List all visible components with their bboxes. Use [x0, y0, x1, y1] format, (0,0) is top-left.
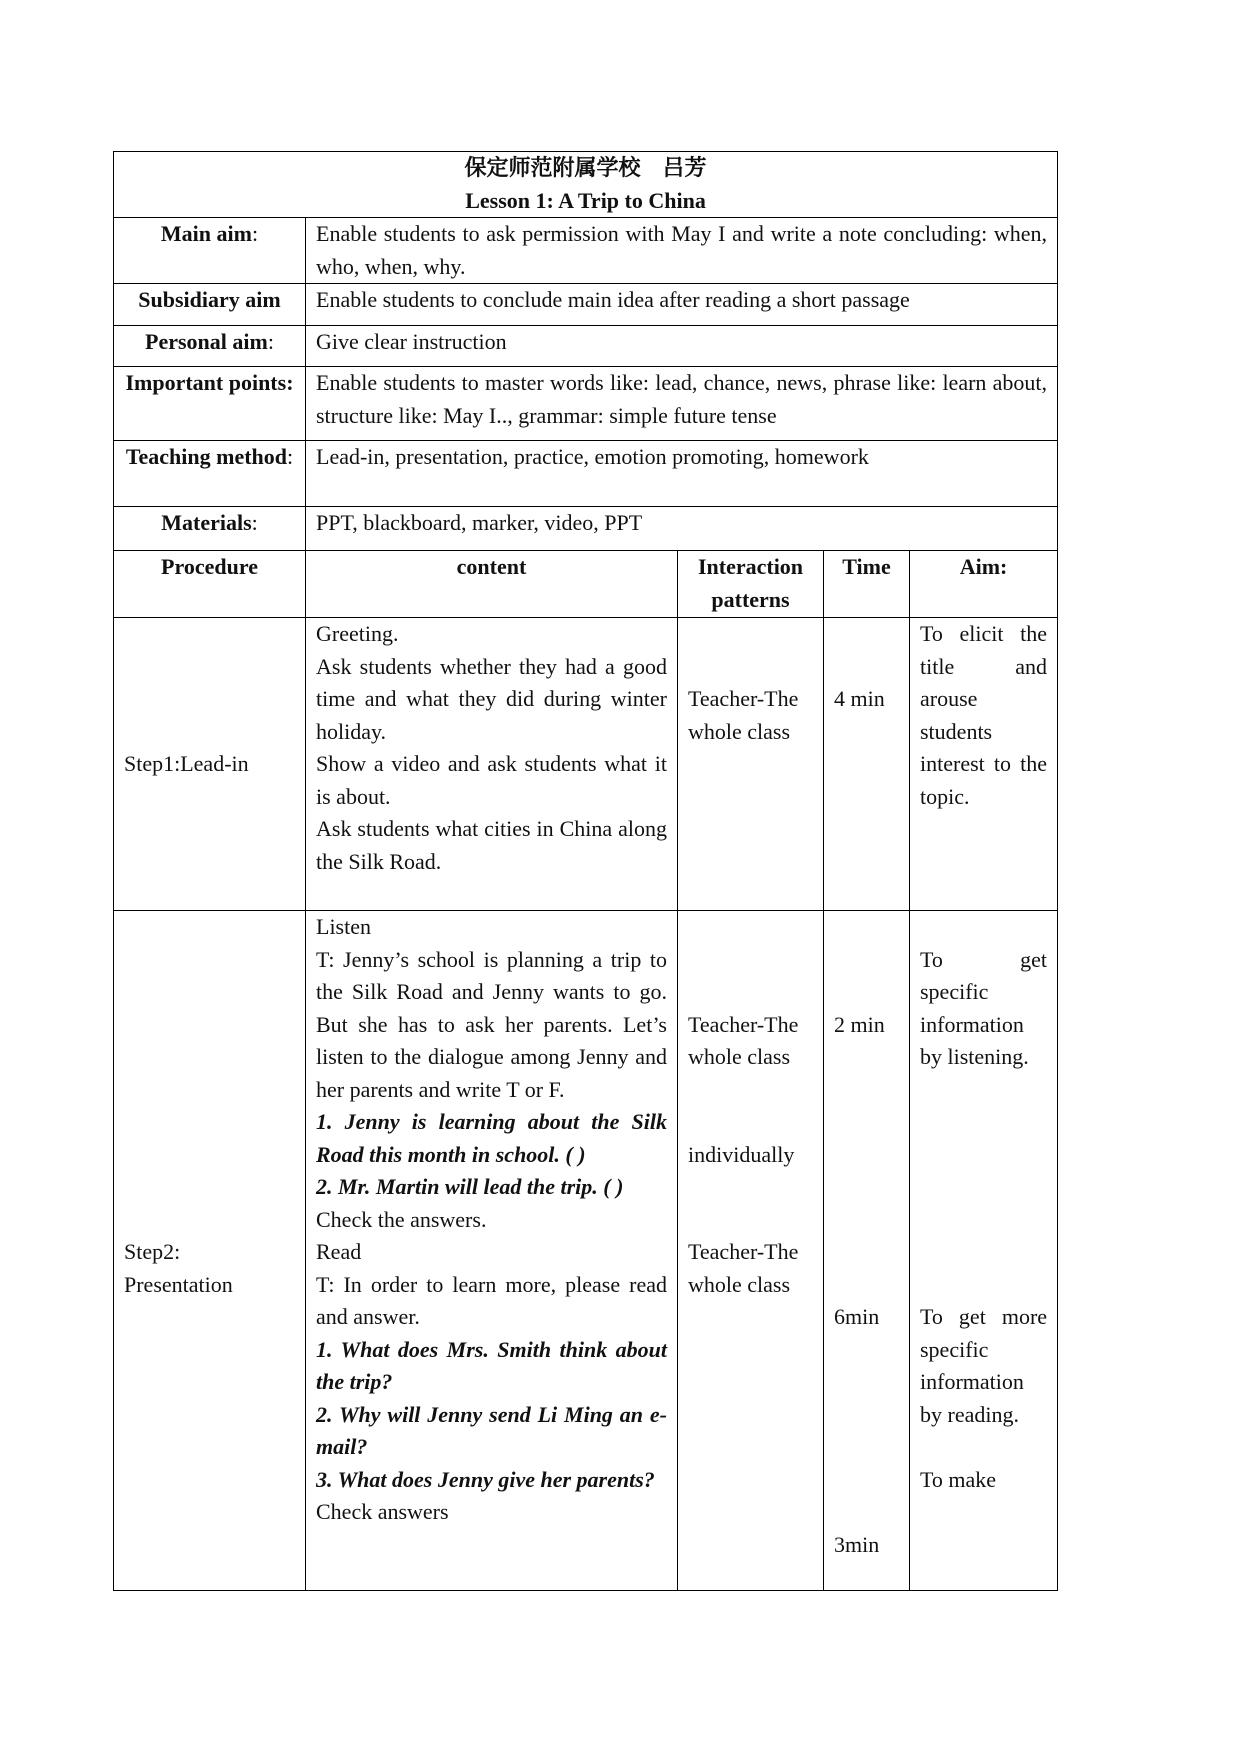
- listen-instruction: T: Jenny’s school is planning a trip to the Silk Road and Jenny wants to go. But she has to ask her parents. Let’s listen to the dialogue among Jenny and her parents and write T or F.: [316, 946, 667, 1102]
- info-value: Give clear instruction: [306, 326, 1058, 367]
- step2-aim: To make: [920, 1466, 997, 1492]
- step1-content-line: Ask students what cities in China along the Silk Road.: [316, 816, 667, 874]
- step1-time-cell: [824, 618, 910, 911]
- header-procedure: Procedure: [114, 551, 306, 618]
- step1-name: Step1:Lead-in: [114, 618, 306, 911]
- read-question: 1. What does Mrs. Smith think about the trip?: [316, 1336, 667, 1394]
- listen-heading: Listen: [316, 914, 371, 939]
- step1-content: [306, 618, 678, 911]
- header-content: content: [306, 551, 678, 618]
- title-cell: [114, 152, 1058, 218]
- step2-time: 2 min: [834, 1011, 885, 1037]
- listen-question: 1. Jenny is learning about the Silk Road this month in school. ( ): [316, 1109, 667, 1167]
- step2-interaction: Teacher-The whole class: [688, 1011, 799, 1069]
- header-aim: Aim:: [910, 551, 1058, 618]
- info-label: Teaching method: [125, 444, 288, 469]
- step1-content-line: Ask students whether they had a good time and what they did during winter holiday.: [316, 653, 667, 744]
- step1-content-line: Show a video and ask students what it is about.: [316, 751, 667, 809]
- lesson-plan-table: [113, 151, 1058, 1591]
- step2-interaction: individually: [688, 1141, 795, 1167]
- read-check: Check answers: [316, 1499, 449, 1524]
- info-label: Important points:: [125, 370, 294, 395]
- info-row-subsidiary-aim: [114, 284, 1058, 326]
- info-value: Enable students to master words like: lead, chance, news, phrase like: learn about, structure like: May I.., grammar: simple future tense: [306, 367, 1058, 441]
- step2-name: Presentation: [124, 1271, 233, 1297]
- step1-row: [114, 618, 1058, 911]
- step2-time: 6min: [834, 1304, 880, 1329]
- step1-interaction: Teacher-The whole class: [688, 686, 799, 744]
- header-time: Time: [824, 551, 910, 618]
- info-label: Subsidiary aim: [138, 287, 281, 312]
- step2-row: [114, 911, 1058, 1591]
- procedure-header-row: [114, 551, 1058, 618]
- step2-time: 3min: [834, 1531, 880, 1557]
- info-row-important-points: [114, 367, 1058, 441]
- info-row-materials: Materials: PPT, blackboard, marker, video, PPT: [114, 507, 1058, 551]
- listen-check: Check the answers.: [316, 1206, 487, 1232]
- info-value: Enable students to ask permission with May I and write a note concluding: when, who, when, why.: [306, 218, 1058, 284]
- info-label: Personal aim: [145, 329, 268, 354]
- step2-interaction: Teacher-The whole class: [688, 1239, 799, 1297]
- lesson-title: Lesson 1: A Trip to China: [465, 187, 706, 213]
- step2-aim: To get specific information by listening.: [920, 946, 1048, 1069]
- info-label: Materials: [161, 510, 252, 535]
- info-label: Main aim: [160, 221, 252, 246]
- step2-name-cell: [114, 911, 306, 1591]
- step1-time: 4 min: [834, 686, 885, 711]
- read-question: 2. Why will Jenny send Li Ming an e-mail?: [316, 1401, 667, 1459]
- step2-interaction-cell: [678, 911, 824, 1591]
- read-question: 3. What does Jenny give her parents?: [316, 1466, 655, 1492]
- step2-time-cell: [824, 911, 910, 1591]
- info-value: Lead-in, presentation, practice, emotion promoting, homework: [306, 441, 1058, 507]
- step2-aim: To get more specific information by reading.: [920, 1304, 1048, 1427]
- info-row-personal-aim: Personal aim: Give clear instruction: [114, 326, 1058, 367]
- info-value: PPT, blackboard, marker, video, PPT: [306, 507, 1058, 551]
- step2-aim-cell: [910, 911, 1058, 1591]
- step1-interaction-cell: [678, 618, 824, 911]
- step2-content: [306, 911, 678, 1591]
- listen-question: 2. Mr. Martin will lead the trip. ( ): [316, 1174, 624, 1199]
- read-instruction: T: In order to learn more, please read and answer.: [316, 1271, 667, 1329]
- title-row: [114, 152, 1058, 218]
- header-interaction: Interaction patterns: [678, 551, 824, 618]
- step1-content-line: Greeting.: [316, 621, 399, 646]
- read-heading: Read: [316, 1239, 362, 1264]
- info-row-teaching-method: Teaching method: Lead-in, presentation, practice, emotion promoting, homework: [114, 441, 1058, 507]
- info-row-main-aim: Main aim: Enable students to ask permission with May I and write a note concluding: when, who, when, why.: [114, 218, 1058, 284]
- info-value: Enable students to conclude main idea after reading a short passage: [306, 284, 1058, 326]
- step2-name: Step2:: [124, 1239, 181, 1264]
- step1-aim: To elicit the title and arouse students interest to the topic.: [910, 618, 1058, 911]
- school-teacher-heading: 保定师范附属学校 吕芳: [464, 155, 707, 180]
